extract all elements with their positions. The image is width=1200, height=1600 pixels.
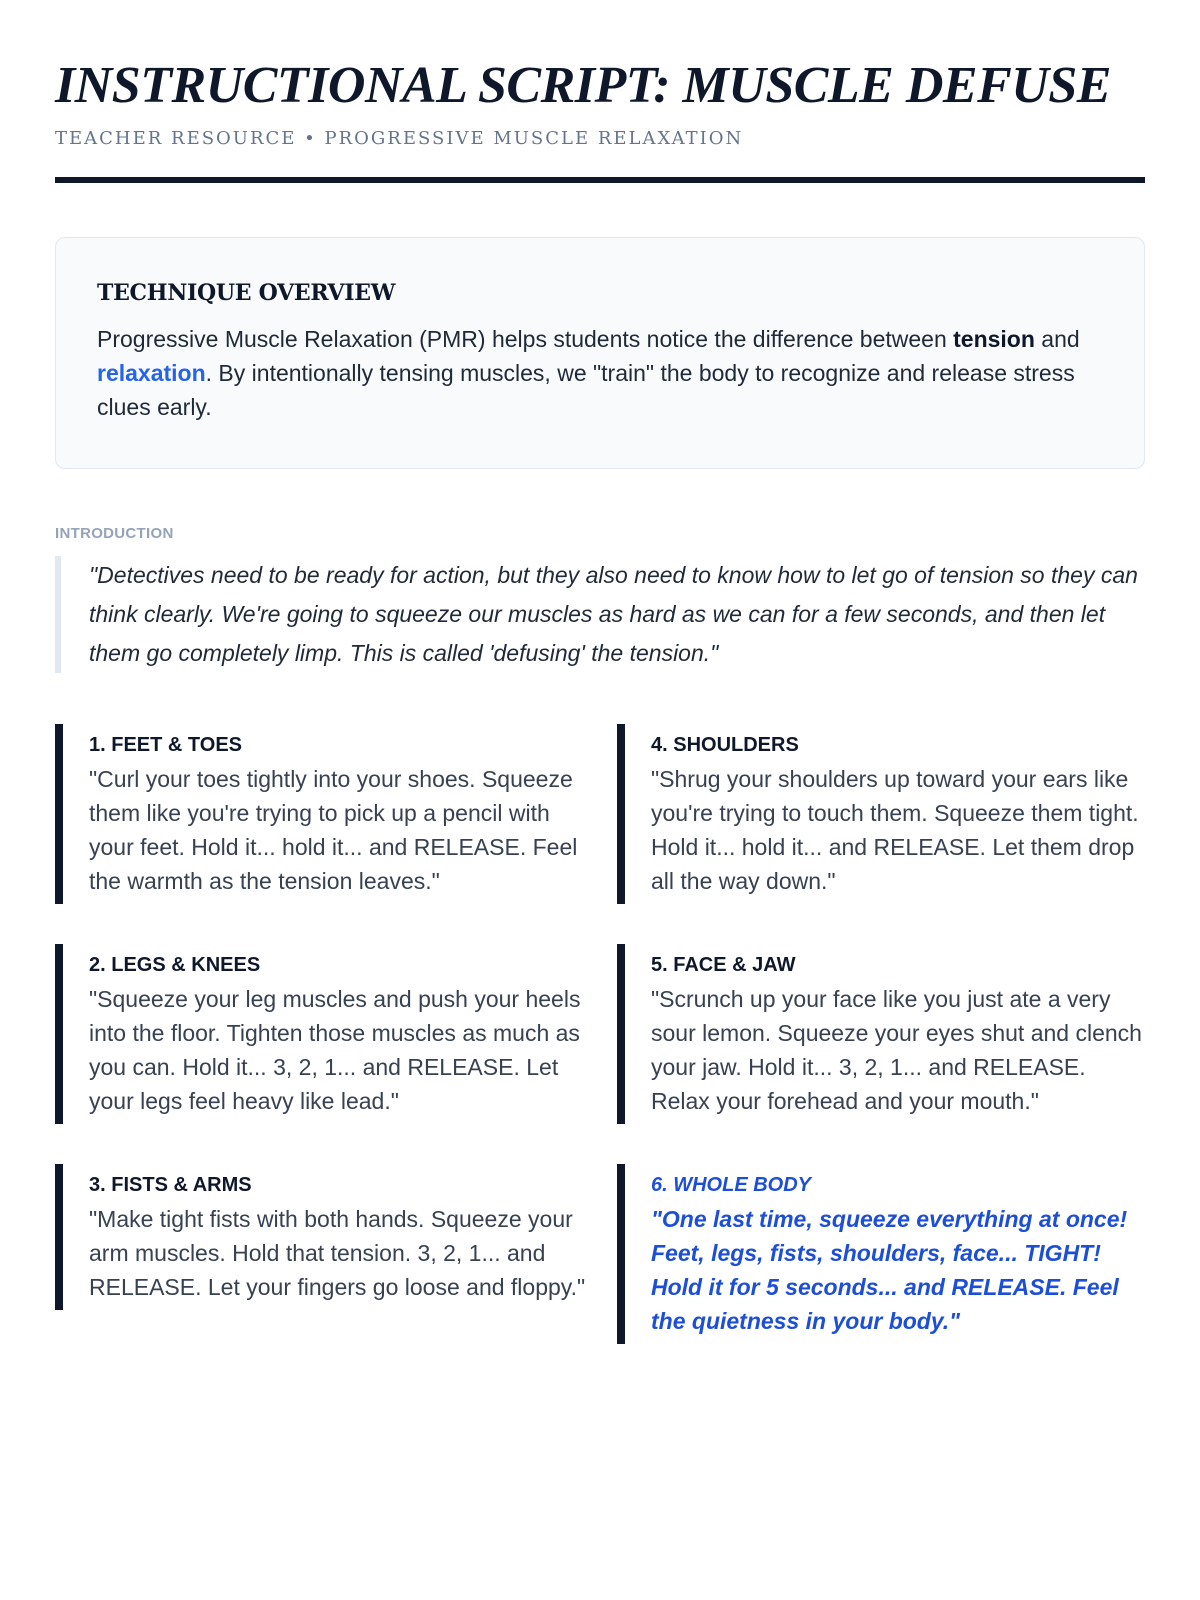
technique-overview-panel xyxy=(55,237,1145,469)
step-script: "Curl your toes tightly into your shoes. Squeeze them like you're trying to pick up a pencil with your feet. Hold it... hold it... and RELEASE. Feel the warmth as the tension leaves." xyxy=(89,766,578,894)
step-title: 5. FACE & JAW xyxy=(651,954,796,976)
step-title: 3. FISTS & ARMS xyxy=(89,1174,252,1196)
step-face-jaw xyxy=(617,944,1145,1124)
introduction-quote: "Detectives need to be ready for action, but they also need to know how to let go of tension so they can think clearly. We're going to squeeze our muscles as hard as we can for a few seconds, and then let them go completely limp. This is called 'defusing' the tension." xyxy=(55,556,1145,673)
page-subtitle: TEACHER RESOURCE • PROGRESSIVE MUSCLE RELAXATION xyxy=(55,128,744,149)
step-script: "Make tight fists with both hands. Squeeze your arm muscles. Hold that tension. 3, 2, 1... and RELEASE. Let your fingers go loose and floppy." xyxy=(89,1206,586,1300)
step-script: "Shrug your shoulders up toward your ears like you're trying to touch them. Squeeze them tight. Hold it... hold it... and RELEASE. Let them drop all the way down." xyxy=(651,766,1139,894)
overview-text xyxy=(97,322,1104,424)
step-title: 4. SHOULDERS xyxy=(651,734,799,756)
header-divider xyxy=(55,177,1145,183)
step-feet-toes xyxy=(55,724,587,904)
step-title: 1. FEET & TOES xyxy=(89,734,242,756)
overview-text-part-3: . By intentionally tensing muscles, we "train" the body to recognize and release stress clues early. xyxy=(97,360,1075,420)
page-title: INSTRUCTIONAL SCRIPT: MUSCLE DEFUSE xyxy=(55,57,1111,114)
introduction-label: INTRODUCTION xyxy=(55,525,174,542)
step-whole-body xyxy=(617,1164,1145,1344)
step-title: 6. WHOLE BODY xyxy=(651,1174,812,1196)
overview-text-part-2: and xyxy=(1034,326,1080,352)
keyword-tension: tension xyxy=(953,326,1035,352)
steps-column-left xyxy=(55,724,587,1344)
step-script: "Squeeze your leg muscles and push your heels into the floor. Tighten those muscles as much as you can. Hold it... 3, 2, 1... and RELEASE. Let your legs feel heavy like lead." xyxy=(89,986,581,1114)
overview-heading: TECHNIQUE OVERVIEW xyxy=(97,280,396,306)
keyword-relaxation: relaxation xyxy=(97,360,206,386)
step-script: "One last time, squeeze everything at once! Feet, legs, fists, shoulders, face... TIGHT! Hold it for 5 seconds... and RELEASE. Feel the quietness in your body." xyxy=(651,1206,1128,1334)
step-script: "Scrunch up your face like you just ate a very sour lemon. Squeeze your eyes shut and clench your jaw. Hold it... 3, 2, 1... and RELEASE. Relax your forehead and your mouth." xyxy=(651,986,1142,1114)
step-legs-knees xyxy=(55,944,587,1124)
step-shoulders xyxy=(617,724,1145,904)
step-title: 2. LEGS & KNEES xyxy=(89,954,261,976)
step-fists-arms xyxy=(55,1164,587,1310)
steps-column-right xyxy=(617,724,1145,1344)
steps-grid xyxy=(55,724,1145,1344)
overview-text-part-1: Progressive Muscle Relaxation (PMR) helps students notice the difference between xyxy=(97,326,954,352)
